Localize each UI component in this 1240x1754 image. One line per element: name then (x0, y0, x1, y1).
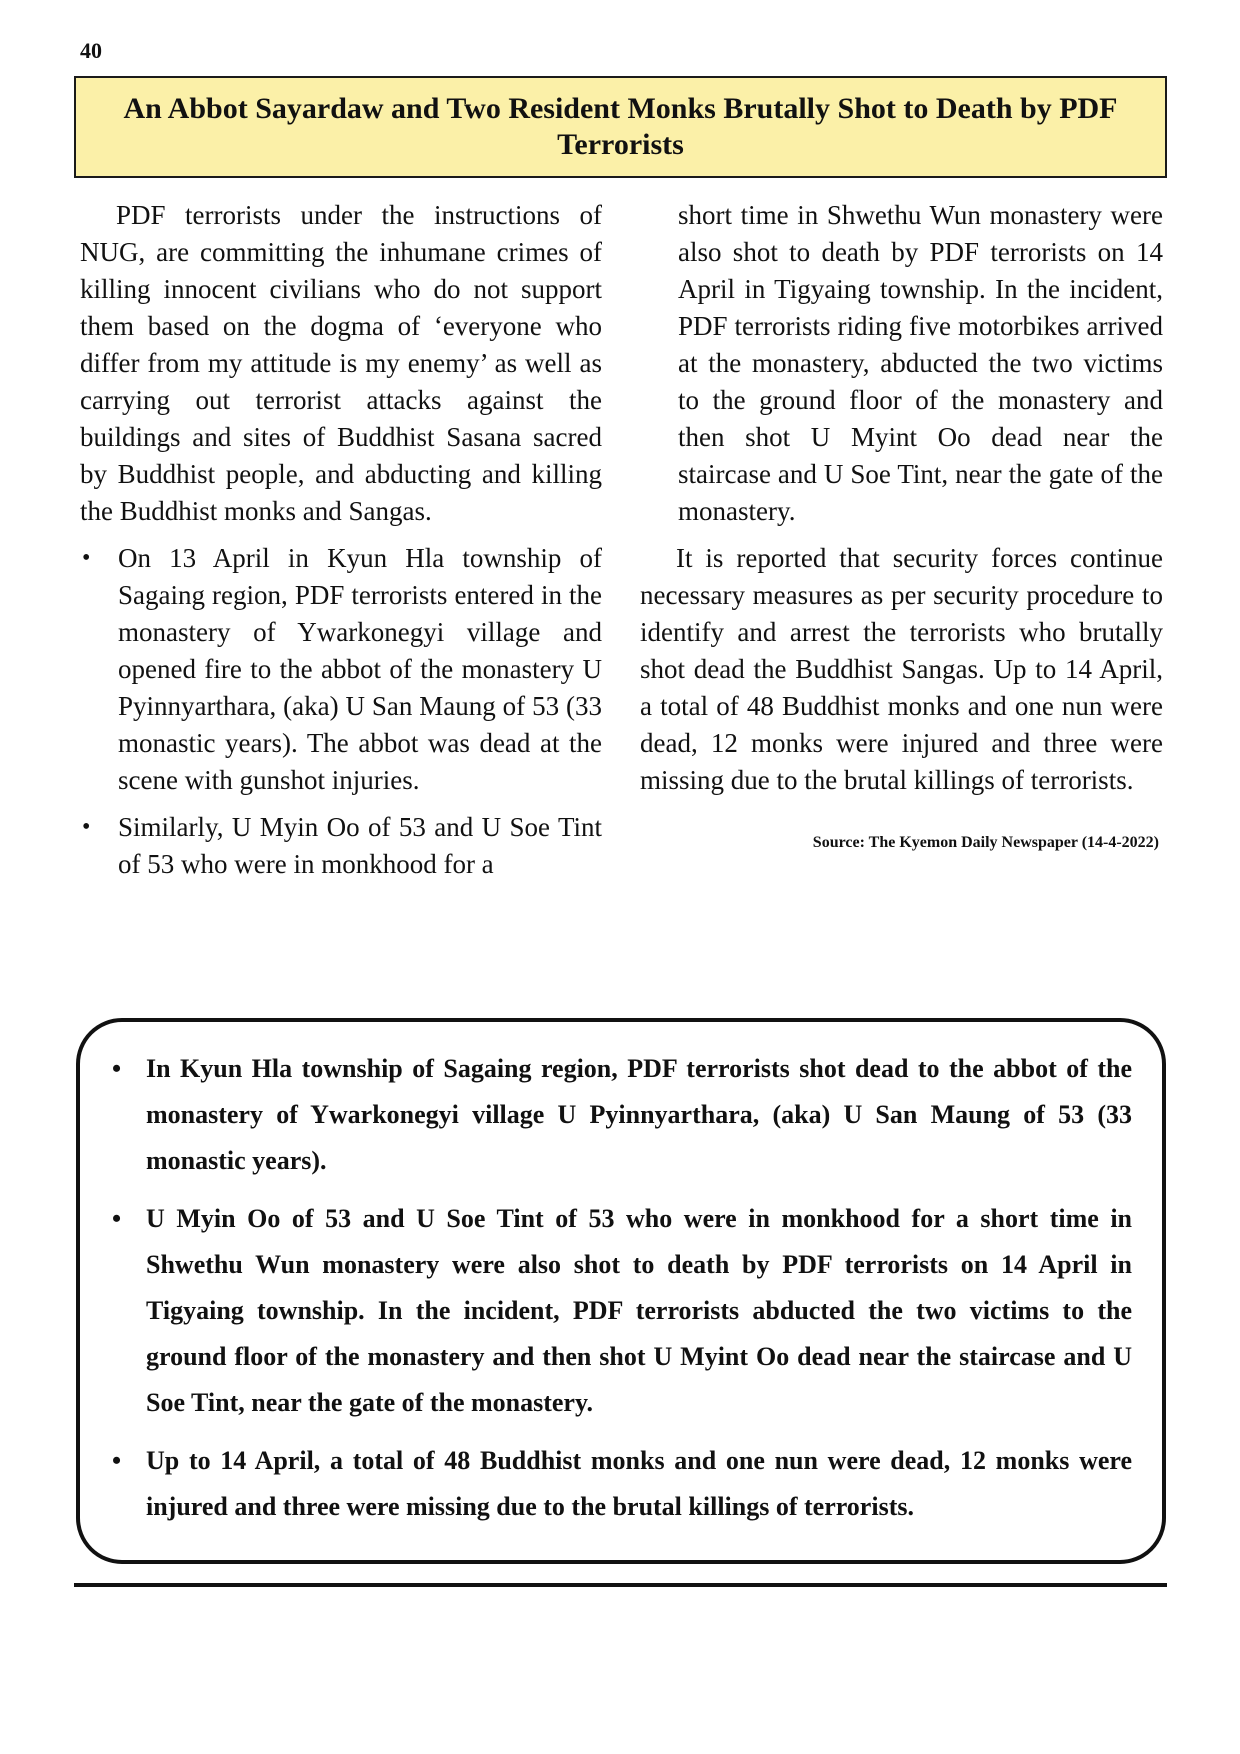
bullet-icon: • (82, 814, 91, 840)
incident-continuation: short time in Shwethu Wun monastery were also shot to death by PDF terrorists on 14 April in Tigyaing township. In the incident, PDF terrorists riding five motorbikes arrived at the monastery, abducted the two victims to the ground floor of the monastery and then shot U Myint Oo dead near the staircase and U Soe Tint, near the gate of the monastery. (678, 200, 1163, 526)
bullet-icon: • (82, 545, 91, 571)
right-column (640, 197, 1163, 853)
bullet-icon: • (112, 1446, 122, 1475)
article-title-box (74, 76, 1167, 178)
incident-list (80, 540, 602, 883)
incident-item (80, 540, 602, 799)
incident-text: On 13 April in Kyun Hla township of Sagaing region, PDF terrorists entered in the monastery of Ywarkonegyi village and opened fire to the abbot of the monastery U Pyinnyarthara, (aka) U San Maung of 53 (33 monastic years). The abbot was dead at the scene with gunshot injuries. (118, 543, 602, 795)
bottom-divider (74, 1583, 1167, 1587)
summary-item (108, 1046, 1132, 1184)
article-title: An Abbot Sayardaw and Two Resident Monks Brutally Shot to Death by PDF Terrorists (123, 92, 1118, 161)
closing-paragraph: It is reported that security forces continue necessary measures as per security procedure to identify and arrest the terrorists who brutally shot dead the Buddhist Sangas. Up to 14 April, a total of 48 Buddhist monks and one nun were dead, 12 monks were injured and three were missing due to the brutal killings of terrorists. (640, 543, 1163, 795)
incident-item (80, 809, 602, 883)
summary-list (108, 1046, 1132, 1530)
summary-box (76, 1018, 1166, 1564)
summary-text: U Myin Oo of 53 and U Soe Tint of 53 who were in monkhood for a short time in Shwethu Wun monastery were also shot to death by PDF terrorists on 14 April in Tigyaing township. In the incident, PDF terrorists abducted the two victims to the ground floor of the monastery and then shot U Myint Oo dead near the staircase and U Soe Tint, near the gate of the monastery. (146, 1204, 1132, 1417)
left-column (80, 197, 602, 883)
summary-text: In Kyun Hla township of Sagaing region, PDF terrorists shot dead to the abbot of the monastery of Ywarkonegyi village U Pyinnyarthara, (aka) U San Maung of 53 (33 monastic years). (146, 1054, 1132, 1175)
bullet-icon: • (112, 1204, 122, 1233)
intro-paragraph: PDF terrorists under the instructions of NUG, are committing the inhumane crimes of killing innocent civilians who do not support them based on the dogma of ‘everyone who differ from my attitude is my enemy’ as well as carrying out terrorist attacks against the buildings and sites of Buddhist Sasana sacred by Buddhist people, and abducting and killing the Buddhist monks and Sangas. (80, 200, 602, 526)
source-citation: Source: The Kyemon Daily Newspaper (14-4-2022) (812, 834, 1159, 851)
summary-text: Up to 14 April, a total of 48 Buddhist monks and one nun were dead, 12 monks were injured and three were missing due to the brutal killings of terrorists. (146, 1446, 1132, 1521)
bullet-icon: • (112, 1054, 122, 1083)
incident-text: Similarly, U Myin Oo of 53 and U Soe Tint of 53 who were in monkhood for a (118, 812, 602, 879)
summary-item (108, 1438, 1132, 1530)
summary-item (108, 1196, 1132, 1426)
page-number: 40 (80, 38, 102, 63)
